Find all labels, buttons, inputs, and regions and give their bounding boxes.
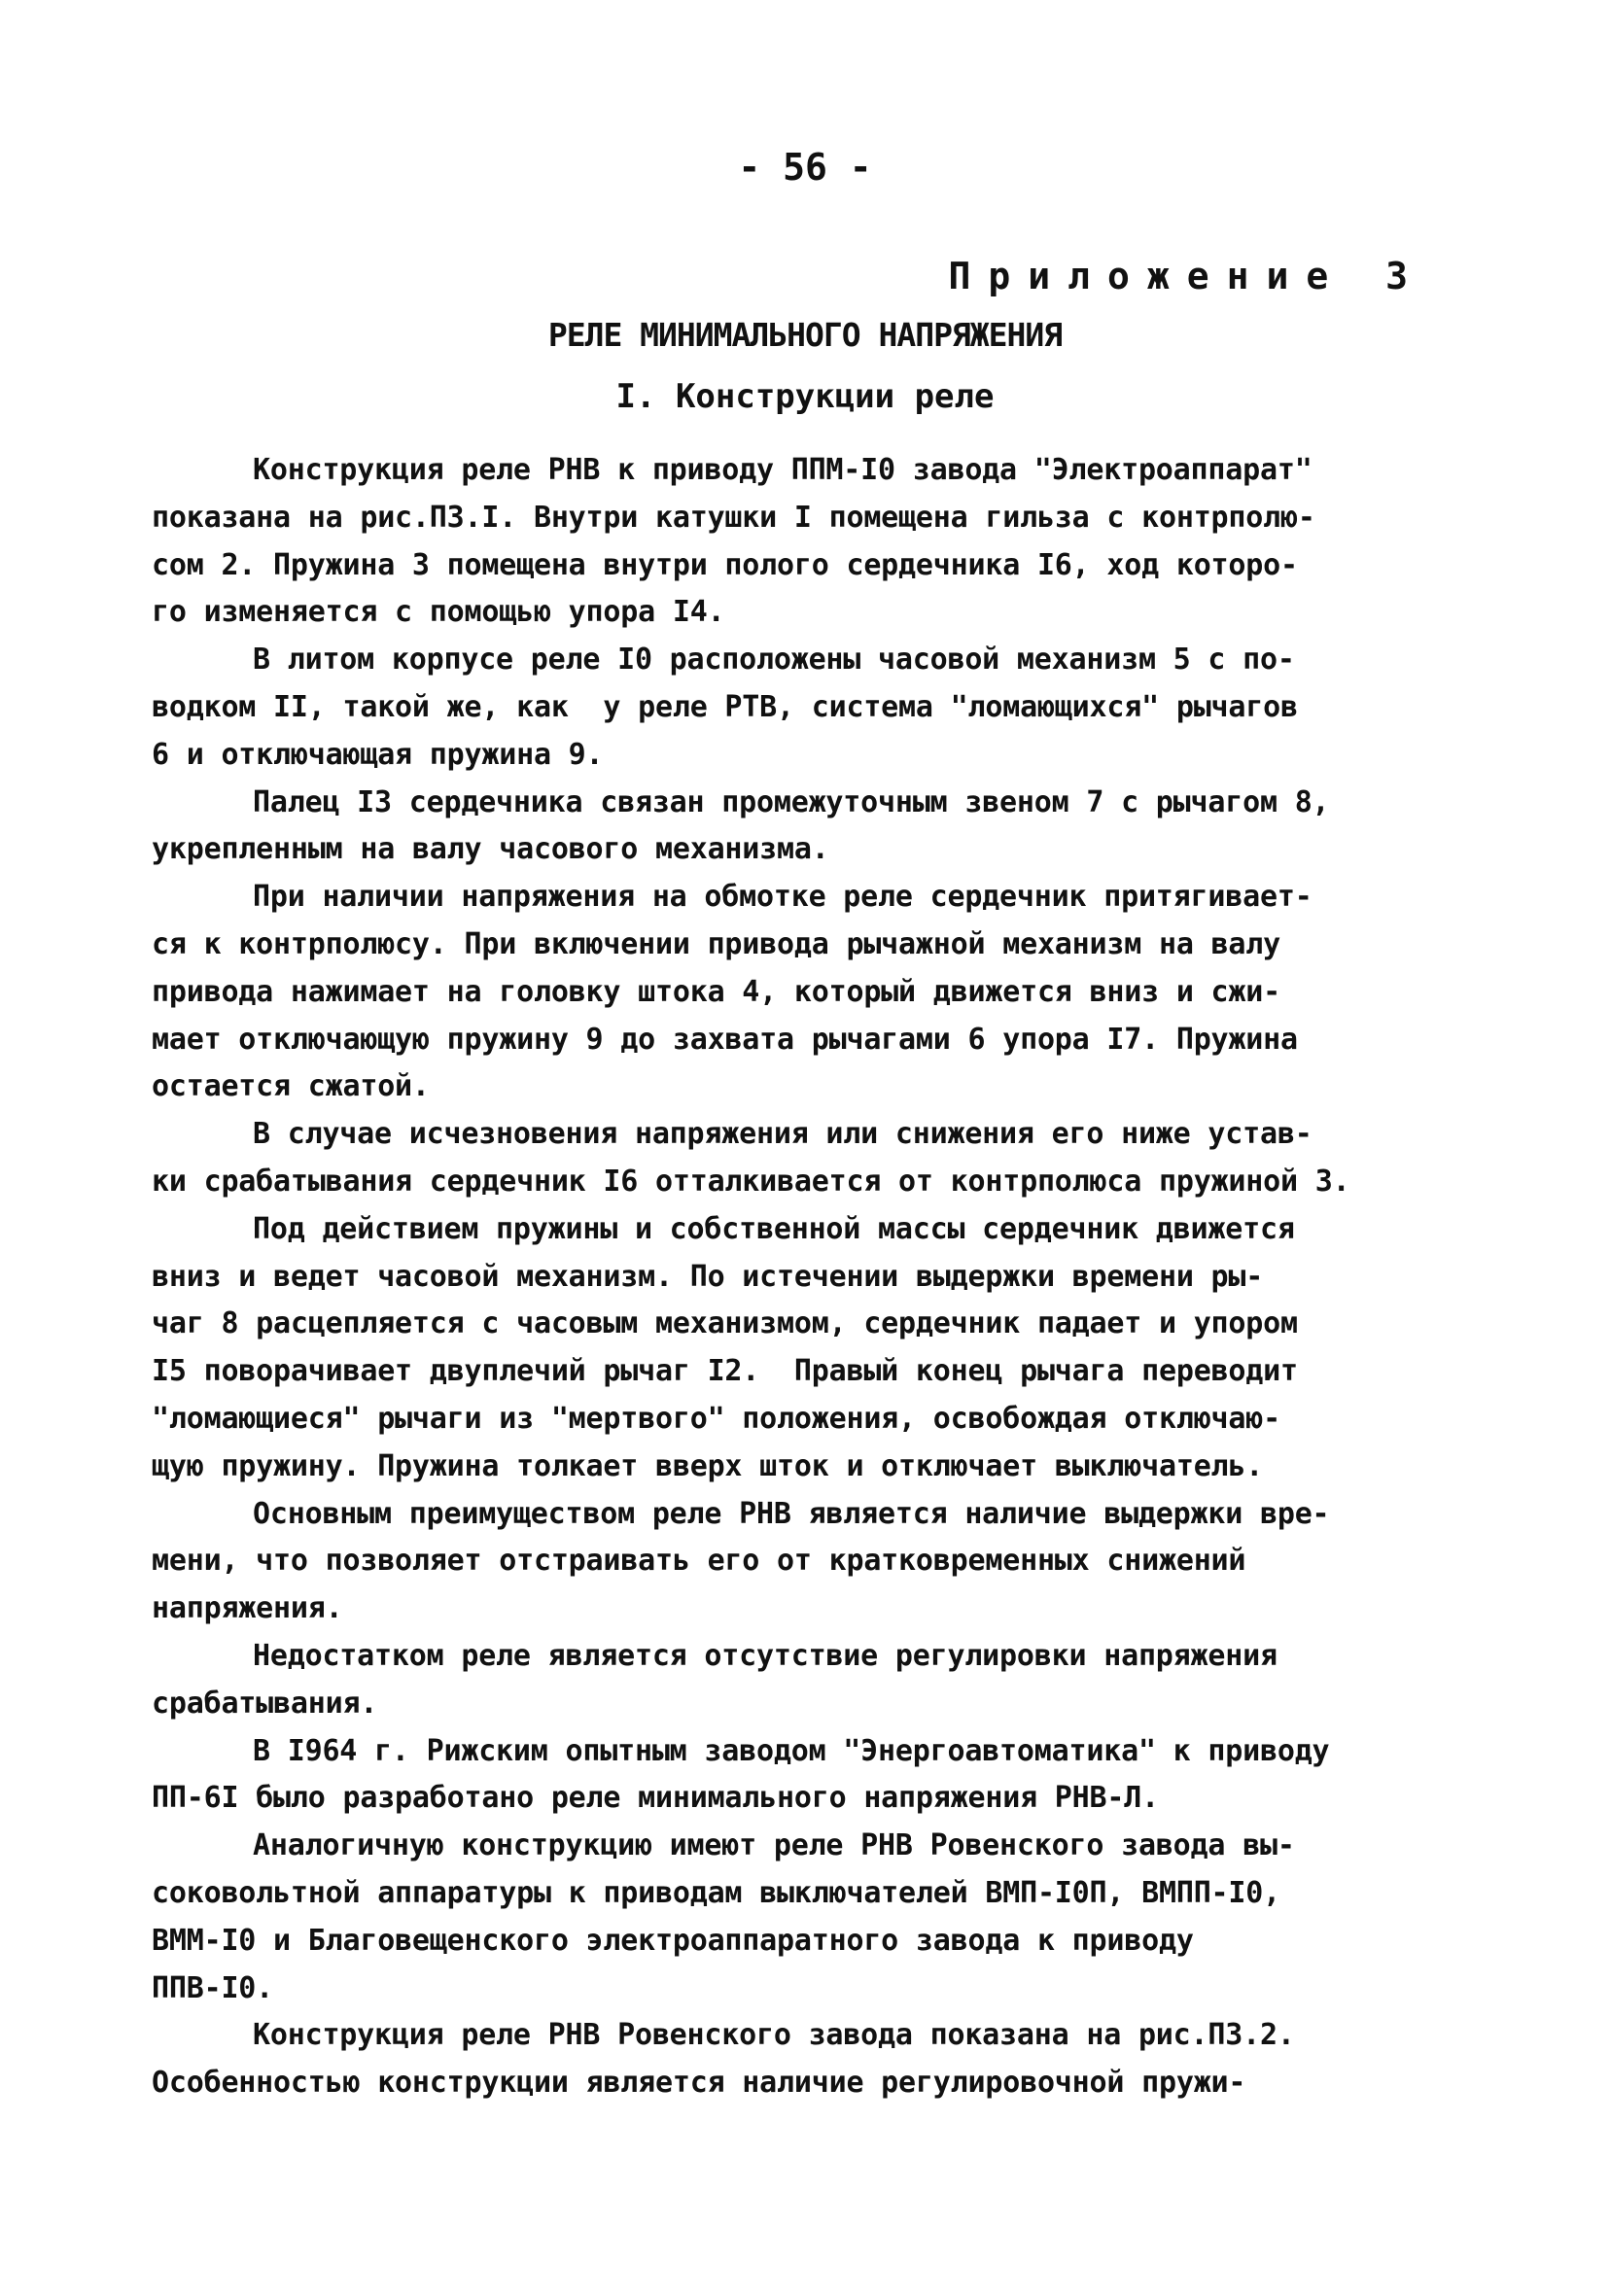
text-line: Особенностью конструкции является наличие регулировочной пружи- (152, 2066, 1246, 2101)
text-line: остается сжатой. (152, 1069, 430, 1104)
text-line: ППВ-I0. (152, 1970, 274, 2005)
text-line: Аналогичную конструкцию имеют реле РНВ Ровенского завода вы- (253, 1828, 1295, 1863)
text-line: При наличии напряжения на обмотке реле сердечник притягивает- (253, 880, 1312, 915)
text-line: чаг 8 расцепляется с часовым механизмом, сердечник падает и упором (152, 1306, 1298, 1341)
section-subtitle: I. Конструкции реле (615, 377, 995, 416)
section-title: РЕЛЕ МИНИМАЛЬНОГО НАПРЯЖЕНИЯ (547, 316, 1063, 354)
text-line: 6 и отключающая пружина 9. (152, 737, 604, 772)
text-line: ПП-6I было разработано реле минимального напряжения РНВ-Л. (152, 1781, 1159, 1816)
text-line: ся к контрполюсу. При включении привода рычажной механизм на валу (152, 926, 1280, 961)
text-line: I5 поворачивает двуплечий рычаг I2. Правый конец рычага переводит (152, 1354, 1298, 1389)
text-line: водком II, такой же, как у реле РТВ, система "ломающихся" рычагов (152, 689, 1298, 724)
text-line: Конструкция реле РНВ к приводу ППМ-I0 завода "Электроаппарат" (253, 453, 1312, 487)
text-line: "ломающиеся" рычаги из "мертвого" положения, освобождая отключаю- (152, 1401, 1280, 1436)
text-line: щую пружину. Пружина толкает вверх шток и отключает выключатель. (152, 1448, 1264, 1483)
text-line: Под действием пружины и собственной массы сердечник движется (253, 1211, 1295, 1246)
text-line: Основным преимуществом реле РНВ является наличие выдержки вре- (253, 1496, 1330, 1531)
text-line: напряжения. (152, 1591, 343, 1626)
text-line: вниз и ведет часовой механизм. По истечении выдержки времени ры- (152, 1259, 1264, 1294)
text-line: привода нажимает на головку штока 4, который движется вниз и сжи- (152, 974, 1280, 1009)
text-line: Конструкция реле РНВ Ровенского завода показана на рис.П3.2. (253, 2018, 1295, 2053)
text-line: ВММ-I0 и Благовещенского электроаппаратного завода к приводу (152, 1923, 1194, 1958)
text-line: показана на рис.П3.I. Внутри катушки I помещена гильза с контрполю- (152, 500, 1315, 535)
text-line: В случае исчезновения напряжения или снижения его ниже устав- (253, 1117, 1312, 1152)
text-line: соковольтной аппаратуры к приводам выключателей ВМП-I0П, ВМПП-I0, (152, 1875, 1280, 1910)
body-text (152, 447, 1513, 2107)
text-line: Недостатком реле является отсутствие регулировки напряжения (253, 1638, 1278, 1673)
text-line: В литом корпусе реле I0 расположены часовой механизм 5 с по- (253, 643, 1295, 678)
text-line: Палец I3 сердечника связан промежуточным звеном 7 с рычагом 8, (253, 784, 1330, 819)
text-line: го изменяется с помощью упора I4. (152, 595, 725, 630)
text-line: мает отключающую пружину 9 до захвата рычагами 6 упора I7. Пружина (152, 1022, 1298, 1057)
page-number: - 56 - (738, 146, 872, 189)
text-line: сом 2. Пружина 3 помещена внутри полого сердечника I6, ход которо- (152, 547, 1298, 582)
text-line: В I964 г. Рижским опытным заводом "Энергоавтоматика" к приводу (253, 1733, 1330, 1768)
appendix-label: Приложение 3 (948, 255, 1425, 297)
text-line: срабатывания. (152, 1686, 378, 1721)
text-line: ки срабатывания сердечник I6 отталкивается от контрполюса пружиной 3. (152, 1164, 1350, 1199)
text-line: укрепленным на валу часового механизма. (152, 832, 829, 867)
text-line: мени, что позволяет отстраивать его от кратковременных снижений (152, 1544, 1246, 1579)
